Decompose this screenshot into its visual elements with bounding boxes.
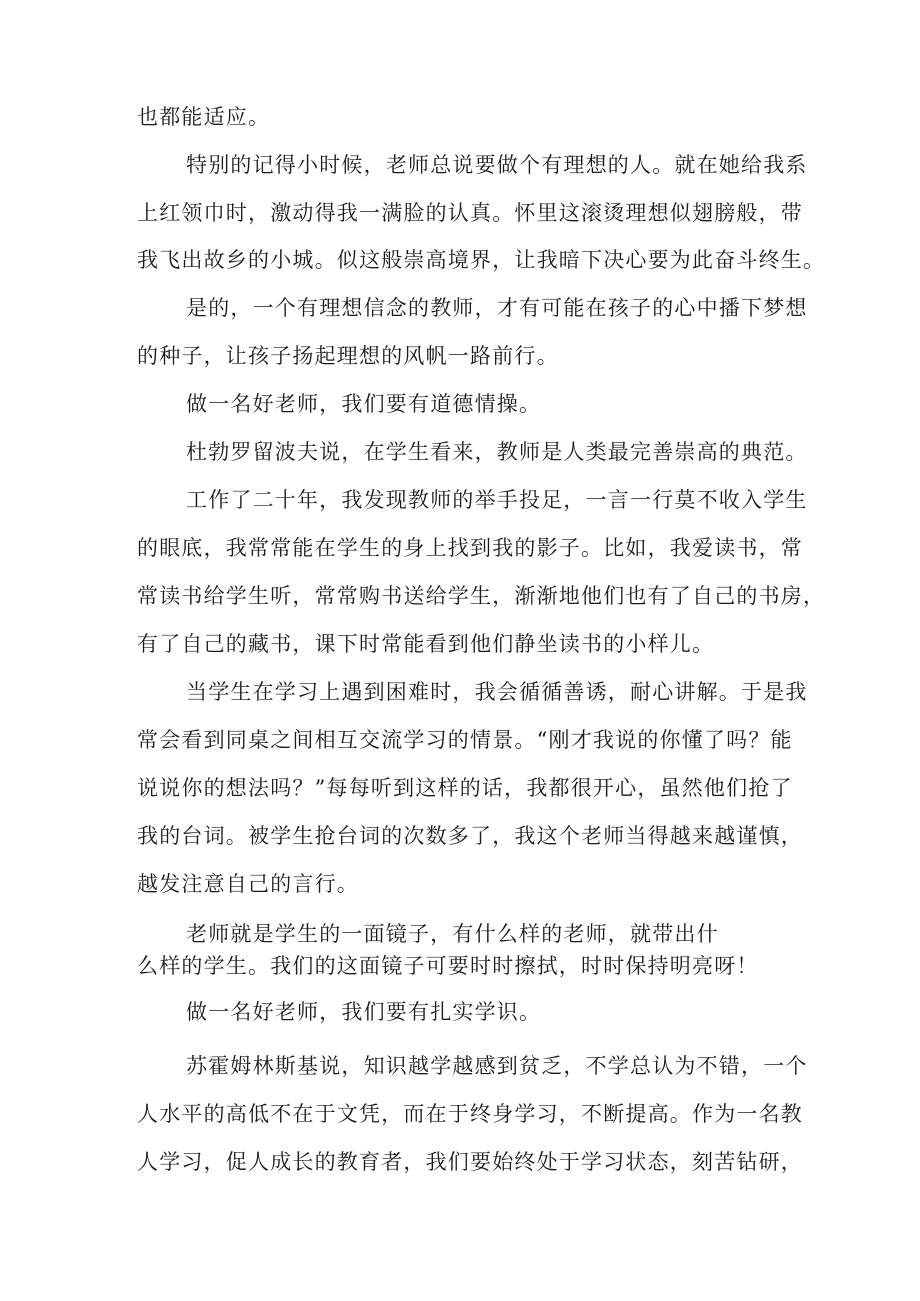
text-line: 当学生在学习上遇到困难时，我会循循善诱，耐心讲解。于是我	[186, 680, 808, 704]
text-line: 特别的记得小时候，老师总说要做个有理想的人。就在她给我系	[186, 153, 808, 177]
text-line: 我飞出故乡的小城。似这般崇高境界，让我暗下决心要为此奋斗终生。	[137, 248, 826, 272]
text-line: 的眼底，我常常能在学生的身上找到我的影子。比如，我爱读书，常	[137, 536, 803, 560]
text-line: 说说你的想法吗？”每每听到这样的话，我都很开心，虽然他们抢了	[137, 776, 793, 800]
text-line: 人水平的高低不在于文凭，而在于终身学习，不断提高。作为一名教	[137, 1102, 803, 1126]
text-line: 么样的学生。我们的这面镜子可要时时擦拭，时时保持明亮呀！	[137, 954, 759, 978]
text-line: 老师就是学生的一面镜子，有什么样的老师，就带出什	[186, 922, 719, 946]
text-line: 上红领巾时，激动得我一满脸的认真。怀里这滚烫理想似翅膀般，带	[137, 201, 803, 225]
text-line: 人学习，促人成长的教育者，我们要始终处于学习状态，刻苦钻研，	[137, 1150, 803, 1174]
text-line: 有了自己的藏书，课下时常能看到他们静坐读书的小样儿。	[137, 632, 715, 656]
text-line: 做一名好老师，我们要有道德情操。	[186, 392, 542, 416]
text-line: 常读书给学生听，常常购书送给学生，渐渐地他们也有了自己的书房，	[137, 584, 826, 608]
text-line: 是的，一个有理想信念的教师，才有可能在孩子的心中播下梦想	[186, 296, 808, 320]
text-line: 做一名好老师，我们要有扎实学识。	[186, 1000, 542, 1024]
text-line: 苏霍姆林斯基说，知识越学越感到贫乏，不学总认为不错，一个	[186, 1054, 808, 1078]
text-line: 常会看到同桌之间相互交流学习的情景。“刚才我说的你懂了吗？能	[137, 728, 793, 752]
text-line: 工作了二十年，我发现教师的举手投足，一言一行莫不收入学生	[186, 488, 808, 512]
text-line: 杜勃罗留波夫说，在学生看来，教师是人类最完善崇高的典范。	[186, 440, 808, 464]
text-line: 越发注意自己的言行。	[137, 872, 359, 896]
text-line: 也都能适应。	[137, 105, 271, 129]
text-line: 的种子，让孩子扬起理想的风帆一路前行。	[137, 344, 559, 368]
text-line: 我的台词。被学生抢台词的次数多了，我这个老师当得越来越谨慎，	[137, 824, 803, 848]
